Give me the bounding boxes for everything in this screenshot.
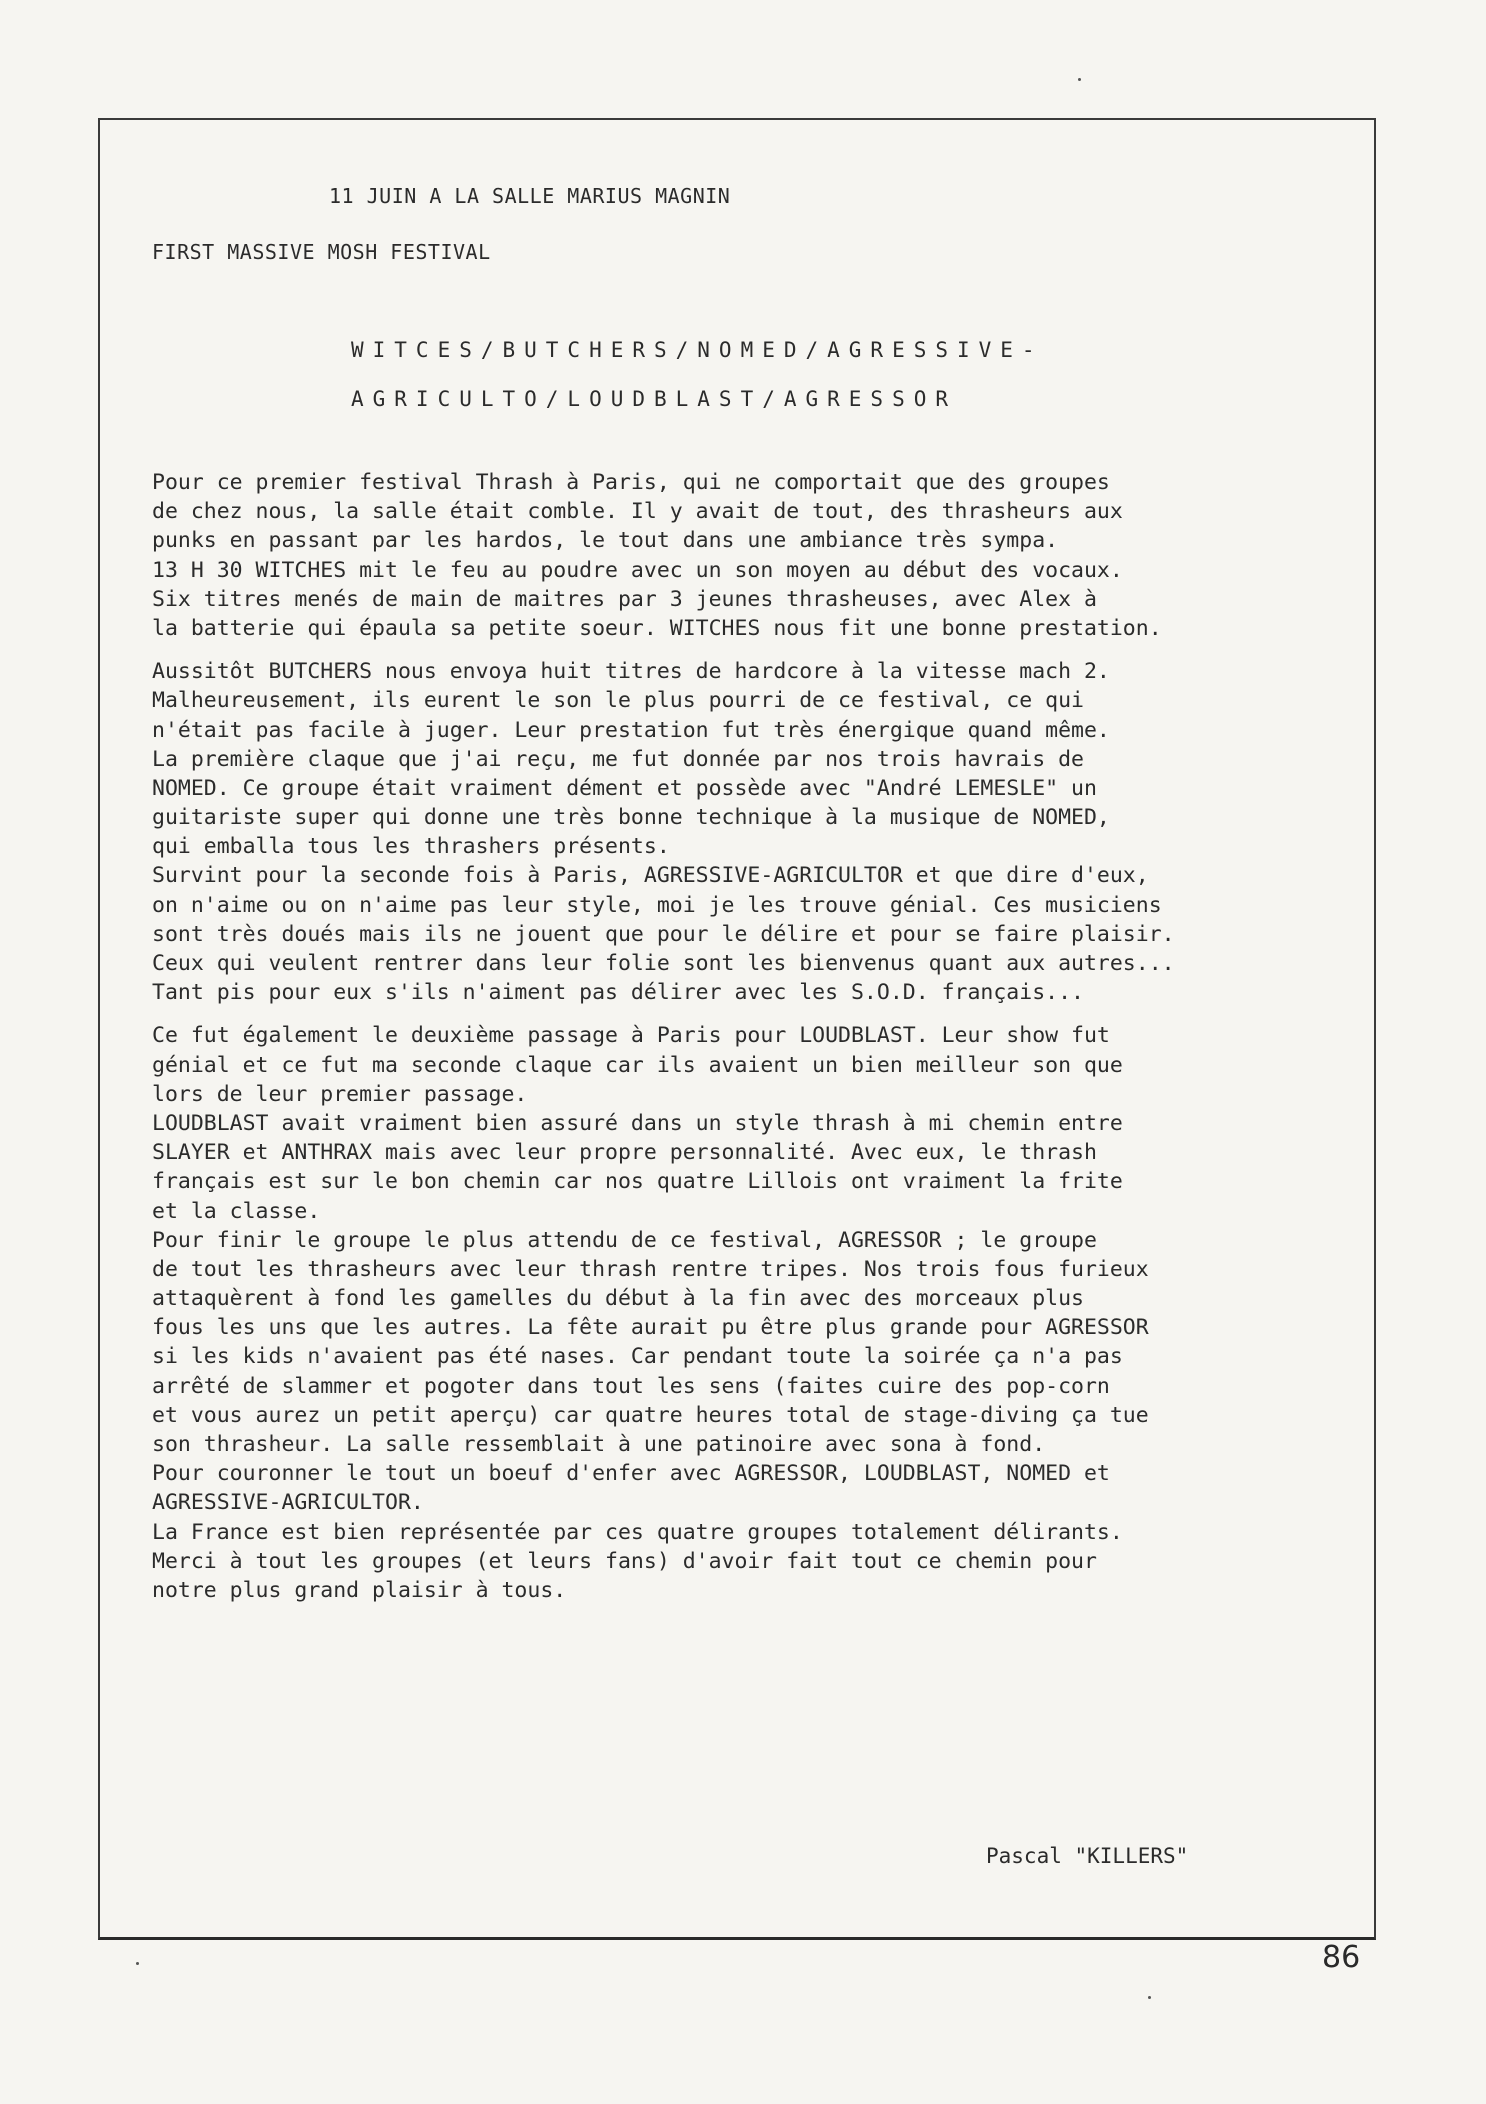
body-text-line: son thrasheur. La salle ressemblait à une patinoire avec sona à fond. <box>152 1432 1046 1457</box>
body-text-line: génial et ce fut ma seconde claque car ils avaient un bien meilleur son que <box>152 1052 1123 1078</box>
body-text-line: Six titres menés de main de maitres par 3 jeunes thrasheuses, avec Alex à <box>152 586 1097 612</box>
body-text-line: et vous aurez un petit aperçu) car quatre heures total de stage-diving ça tue <box>152 1402 1149 1428</box>
body-text-line: de chez nous, la salle était comble. Il y avait de tout, des thrasheurs aux <box>152 499 1123 525</box>
body-text-line: Ce fut également le deuxième passage à Paris pour LOUDBLAST. Leur show fut <box>152 1023 1110 1049</box>
body-text-line: n'était pas facile à juger. Leur prestation fut très énergique quand même. <box>152 717 1110 743</box>
page-number: 86 <box>1322 1940 1361 1975</box>
body-text-line: Pour finir le groupe le plus attendu de ce festival, AGRESSOR ; le groupe <box>152 1227 1097 1253</box>
body-text-line: LOUDBLAST avait vraiment bien assuré dans un style thrash à mi chemin entre <box>152 1110 1123 1136</box>
body-text-line: fous les uns que les autres. La fête aurait pu être plus grande pour AGRESSOR <box>152 1315 1149 1341</box>
paragraph-gap <box>152 643 1302 657</box>
body-text-line: si les kids n'avaient pas été nases. Car pendant toute la soirée ça n'a pas <box>152 1344 1123 1370</box>
body-text-line: on n'aime ou on n'aime pas leur style, moi je les trouve génial. Ces musiciens <box>152 892 1162 918</box>
body-text-line: Ceux qui veulent rentrer dans leur folie sont les bienvenus quant aux autres... <box>152 951 1175 976</box>
body-text-line: notre plus grand plaisir à tous. <box>152 1577 567 1603</box>
paper-speck <box>136 1962 139 1965</box>
body-text-line: lors de leur premier passage. <box>152 1081 528 1107</box>
article-body <box>152 468 1302 1605</box>
body-text-line: et la classe. <box>152 1198 321 1224</box>
body-text-line: SLAYER et ANTHRAX mais avec leur propre personnalité. Avec eux, le thrash <box>152 1140 1097 1166</box>
body-text-line: Merci à tout les groupes (et leurs fans) d'avoir fait tout ce chemin pour <box>152 1548 1097 1574</box>
body-text-line: punks en passant par les hardos, le tout dans une ambiance très sympa. <box>152 528 1059 554</box>
author-signature: Pascal "KILLERS" <box>986 1844 1189 1868</box>
body-text-line: NOMED. Ce groupe était vraiment dément et possède avec "André LEMESLE" un <box>152 775 1097 801</box>
body-text-line: arrêté de slammer et pogoter dans tout les sens (faites cuire des pop-corn <box>152 1373 1110 1399</box>
paragraph-gap <box>152 1007 1302 1021</box>
band-list-line-1: WITCES/BUTCHERS/NOMED/AGRESSIVE- <box>351 338 1044 362</box>
body-text-line: Pour couronner le tout un boeuf d'enfer avec AGRESSOR, LOUDBLAST, NOMED et <box>152 1461 1110 1487</box>
body-text-line: sont très doués mais ils ne jouent que pour le délire et pour se faire plaisir. <box>152 921 1175 947</box>
body-text-line: La première claque que j'ai reçu, me fut donnée par nos trois havrais de <box>152 746 1084 772</box>
body-text-line: attaquèrent à fond les gamelles du début à la fin avec des morceaux plus <box>152 1286 1084 1312</box>
body-text-line: La France est bien représentée par ces quatre groupes totalement délirants. <box>152 1519 1123 1545</box>
body-text-line: français est sur le bon chemin car nos quatre Lillois ont vraiment la frite <box>152 1169 1123 1195</box>
body-text-line: de tout les thrasheurs avec leur thrash rentre tripes. Nos trois fous furieux <box>152 1256 1149 1282</box>
paper-speck <box>1148 1996 1151 1999</box>
body-text-line: Pour ce premier festival Thrash à Paris, qui ne comportait que des groupes <box>152 470 1110 495</box>
body-text-line: Aussitôt BUTCHERS nous envoya huit titres de hardcore à la vitesse mach 2. <box>152 659 1110 685</box>
band-list-line-2: AGRICULTO/LOUDBLAST/AGRESSOR <box>351 387 958 411</box>
body-text-line: Tant pis pour eux s'ils n'aiment pas délirer avec les S.O.D. français... <box>152 980 1084 1006</box>
body-text-line: 13 H 30 WITCHES mit le feu au poudre avec un son moyen au début des vocaux. <box>152 557 1123 583</box>
body-text-line: qui emballa tous les thrashers présents. <box>152 834 670 860</box>
festival-title: FIRST MASSIVE MOSH FESTIVAL <box>152 240 491 264</box>
body-text-line: Malheureusement, ils eurent le son le plus pourri de ce festival, ce qui <box>152 688 1084 714</box>
paper-speck <box>1078 78 1081 81</box>
event-date-heading: 11 JUIN A LA SALLE MARIUS MAGNIN <box>329 184 731 208</box>
body-text-line: guitariste super qui donne une très bonne technique à la musique de NOMED, <box>152 805 1110 831</box>
body-text-line: Survint pour la seconde fois à Paris, AGRESSIVE-AGRICULTOR et que dire d'eux, <box>152 863 1149 889</box>
body-text-line: la batterie qui épaula sa petite soeur. WITCHES nous fit une bonne prestation. <box>152 615 1162 641</box>
body-text-line: AGRESSIVE-AGRICULTOR. <box>152 1490 424 1516</box>
